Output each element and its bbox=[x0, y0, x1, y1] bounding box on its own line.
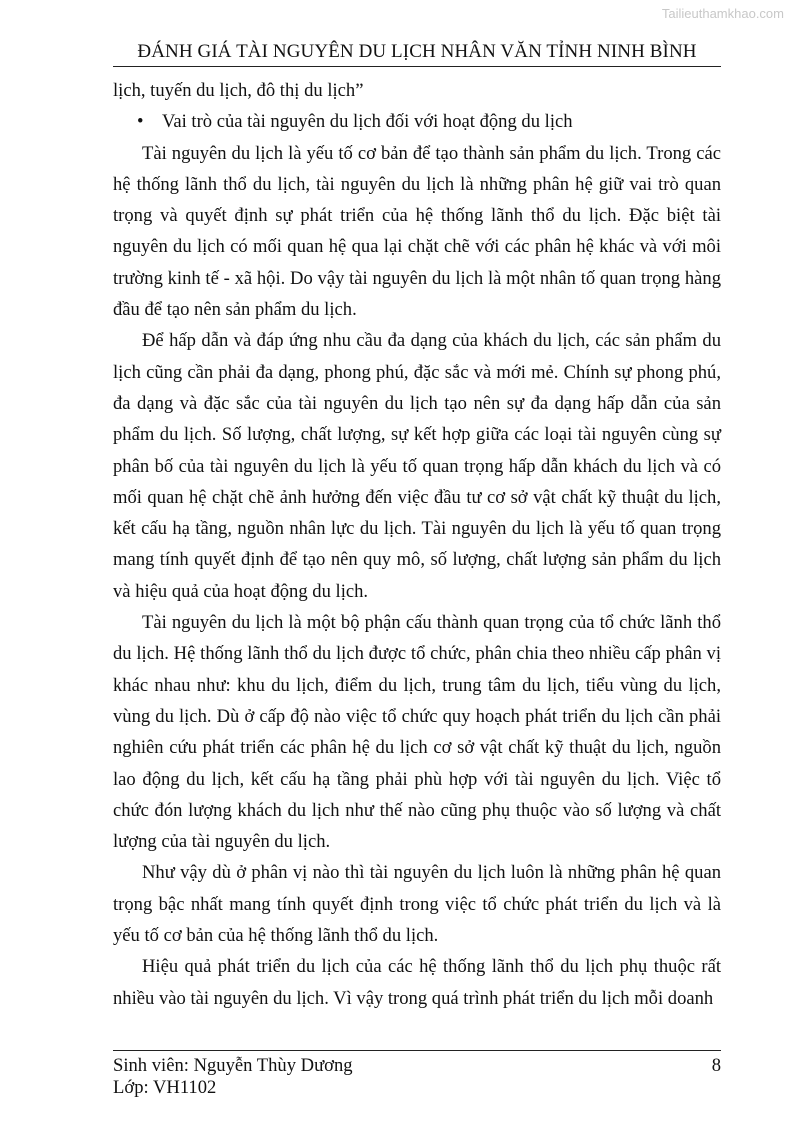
footer-class: Lớp: VH1102 bbox=[113, 1077, 217, 1098]
paragraph: Để hấp dẫn và đáp ứng nhu cầu đa dạng của khách du lịch, các sản phẩm du lịch cũng cần phải đa dạng, phong phú, đặc sắc và mới mẻ. Chính sự phong phú, đa dạng và đặc sắc của tài nguyên du lịch tạo nên sự đa dạng hấp dẫn của sản phẩm du lịch. Số lượng, chất lượng, sự kết hợp giữa các loại tài nguyên cùng sự phân bố của tài nguyên du lịch là yếu tố quan trọng hấp dẫn khách du lịch và có mối quan hệ chặt chẽ ảnh hưởng đến việc đầu tư cơ sở vật chất kỹ thuật du lịch, kết cấu hạ tầng, nguồn nhân lực du lịch. Tài nguyên du lịch là yếu tố quan trọng mang tính quyết định để tạo nên quy mô, số lượng, chất lượng sản phẩm du lịch và hiệu quả của hoạt động du lịch. bbox=[113, 330, 721, 602]
document-body bbox=[113, 75, 721, 1014]
paragraph: Như vậy dù ở phân vị nào thì tài nguyên du lịch luôn là những phân hệ quan trọng bậc nhất mang tính quyết định trong việc tổ chức phát triển du lịch và là yếu tố cơ bản của hệ thống lãnh thổ du lịch. bbox=[113, 862, 721, 947]
footer-student: Sinh viên: Nguyễn Thùy Dương bbox=[113, 1055, 353, 1076]
paragraph: Tài nguyên du lịch là một bộ phận cấu thành quan trọng của tổ chức lãnh thổ du lịch. Hệ thống lãnh thổ du lịch được tổ chức, phân chia theo nhiều cấp phân vị khác nhau như: khu du lịch, điểm du lịch, trung tâm du lịch, tiểu vùng du lịch, vùng du lịch. Dù ở cấp độ nào việc tổ chức quy hoạch phát triển du lịch cần phải nghiên cứu phát triển các phân hệ du lịch cơ sở vật chất kỹ thuật du lịch, nguồn lao động du lịch, kết cấu hạ tầng phải phù hợp với tài nguyên du lịch. Việc tổ chức đón lượng khách du lịch như thế nào cũng phụ thuộc vào số lượng và chất lượng của tài nguyên du lịch. bbox=[113, 612, 721, 853]
continuation-line: lịch, tuyến du lịch, đô thị du lịch” bbox=[113, 80, 364, 101]
bullet-icon: • bbox=[137, 111, 144, 133]
watermark: Tailieuthamkhao.com bbox=[661, 6, 784, 21]
page-footer bbox=[113, 1055, 721, 1099]
paragraph: Hiệu quả phát triển du lịch của các hệ thống lãnh thổ du lịch phụ thuộc rất nhiều vào tài nguyên du lịch. Vì vậy trong quá trình phát triển du lịch mỗi doanh bbox=[113, 956, 721, 1009]
footer-divider bbox=[113, 1050, 721, 1051]
paragraph: Tài nguyên du lịch là yếu tố cơ bản để tạo thành sản phẩm du lịch. Trong các hệ thống lãnh thổ du lịch, tài nguyên du lịch là những phân hệ giữ vai trò quan trọng và quyết định sự phát triển của hệ thống lãnh thổ du lịch. Đặc biệt tài nguyên du lịch có mối quan hệ qua lại chặt chẽ với các phân hệ khác và với môi trường kinh tế - xã hội. Do vậy tài nguyên du lịch là một nhân tố quan trọng hàng đầu để tạo nên sản phẩm du lịch. bbox=[113, 142, 721, 321]
bullet-item bbox=[113, 106, 721, 137]
bullet-text: Vai trò của tài nguyên du lịch đối với hoạt động du lịch bbox=[162, 111, 573, 133]
page-header-title: ĐÁNH GIÁ TÀI NGUYÊN DU LỊCH NHÂN VĂN TỈNH NINH BÌNH bbox=[113, 40, 721, 67]
page-number: 8 bbox=[711, 1055, 721, 1076]
